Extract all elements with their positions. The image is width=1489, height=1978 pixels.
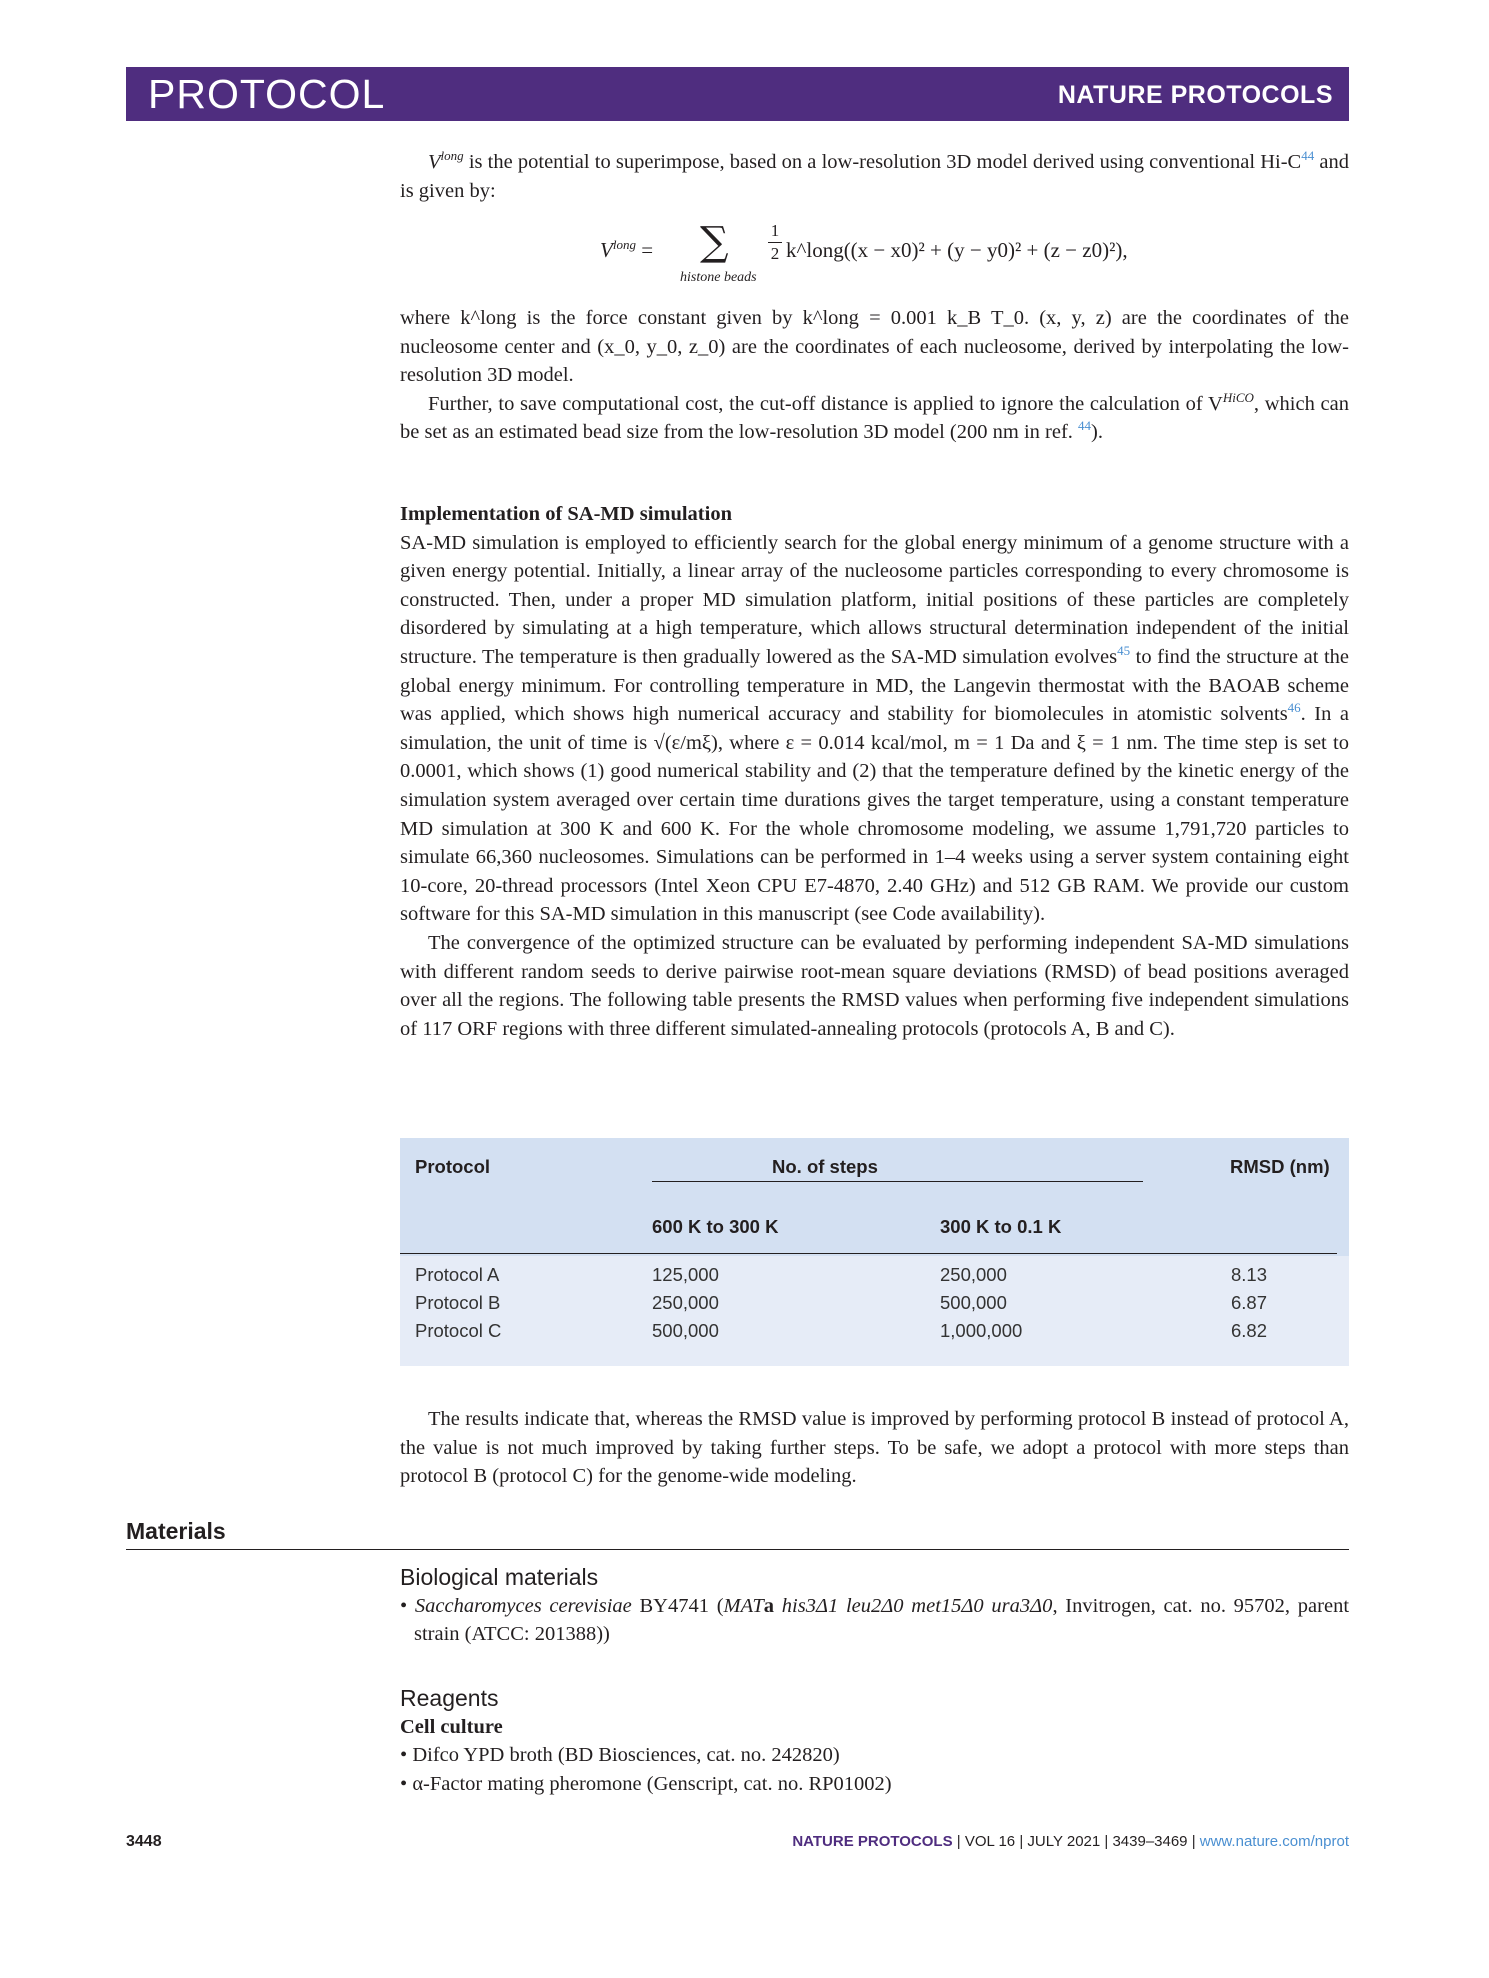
th-600: 600 K to 300 K — [652, 1216, 779, 1237]
para3-end: ). — [1091, 421, 1103, 444]
para3-text2: , which can be set as an estimated bead size from the low-resolution 3D model (200 nm in ref. — [400, 392, 1350, 444]
impl-section — [400, 500, 1349, 1043]
impl-text-a: SA-MD simulation is employed to efficiently search for the global energy minimum of a genome structure with a given energy potential. Initially, a linear array of the nucleosome particles corresponding to every chromosome is constructed. Then, under a proper MD simulation platform, initial positions of these particles are completely disordered by simulating at a high temperature, which allows structural determination independent of the initial structure. The temperature is then gradually lowered as the SA-MD simulation evolves — [400, 531, 1349, 668]
header-rule — [400, 1253, 1337, 1254]
header-bar — [126, 67, 1349, 121]
table-cell: 6.82 — [1231, 1320, 1268, 1341]
table-cell: 125,000 — [652, 1264, 719, 1285]
footer-url[interactable]: www.nature.com/nprot — [1199, 1833, 1349, 1850]
table-cell: 500,000 — [652, 1320, 719, 1341]
eq-lhs-sup: long — [612, 237, 636, 252]
reagent-text: Difco YPD broth (BD Biosciences, cat. no. 242820) — [412, 1744, 840, 1767]
genotype: his3Δ1 leu2Δ0 met15Δ0 ura3Δ0 — [774, 1594, 1053, 1617]
v-symbol: V — [428, 151, 441, 173]
para2: where k^long is the force constant given by k^long = 0.001 k_B T_0. (x, y, z) are the coordinates of the nucleosome center and (x_0, y_0, z_0) are the coordinates of each nucleosome, derived by interpolating the low-resolution 3D model. — [400, 307, 1349, 387]
reagents-section — [400, 1684, 1349, 1798]
results-section — [400, 1405, 1349, 1491]
journal-name: NATURE PROTOCOLS — [1057, 81, 1333, 109]
th-protocol: Protocol — [415, 1156, 491, 1177]
citation-link[interactable]: 46 — [1287, 700, 1301, 716]
section-rule — [126, 1549, 1349, 1550]
sum-symbol: ∑ — [700, 219, 729, 265]
cell-culture-heading: Cell culture — [400, 1715, 503, 1738]
impl-para2: The convergence of the optimized structure can be evaluated by performing independent SA-MD simulations with different random seeds to derive pairwise root-mean square deviations (RMSD) of bead positions averaged over all the regions. The following table presents the RMSD values when performing five independent simulations of 117 ORF regions with three different simulated-annealing protocols (protocols A, B and C). — [400, 931, 1349, 1040]
table-cell: 6.87 — [1231, 1292, 1268, 1313]
footer-citation — [792, 1833, 1349, 1850]
reagents-heading: Reagents — [400, 1685, 499, 1711]
para1-end: and is given by: — [400, 151, 1349, 202]
frac-den: 2 — [770, 244, 780, 263]
para3-text: Further, to save computational cost, the cut-off distance is applied to ignore the calculation of V — [428, 392, 1223, 415]
th-rmsd: RMSD (nm) — [1230, 1156, 1330, 1177]
impl-text-b: to find the structure at the global energy minimum. For controlling temperature in MD, the Langevin thermostat with the BAOAB scheme was applied, which shows high numerical accuracy and stability for biomolecules in atomistic solvents — [400, 645, 1350, 726]
equation-vlong — [600, 220, 1160, 290]
hico-sup: HiCO — [1222, 389, 1254, 405]
eq-rhs: k^long((x − x0)² + (y − y0)² + (z − z0)²), — [786, 238, 1128, 262]
table-cell: 8.13 — [1231, 1264, 1268, 1285]
footer-issue: | VOL 16 | JULY 2021 | 3439–3469 | — [952, 1833, 1200, 1850]
frac-num: 1 — [770, 221, 780, 240]
impl-heading: Implementation of SA-MD simulation — [400, 503, 732, 525]
reagent-text: α-Factor mating pheromone (Genscript, cat. no. RP01002) — [412, 1772, 892, 1795]
table-cell: 250,000 — [652, 1292, 719, 1313]
impl-para1 — [400, 529, 1349, 929]
materials-heading: Materials — [126, 1518, 226, 1544]
citation-link[interactable]: 45 — [1117, 643, 1131, 659]
header-rule — [652, 1181, 1143, 1182]
table-cell: Protocol B — [415, 1292, 501, 1313]
section-label: PROTOCOL — [148, 71, 386, 117]
reagent-item: • Difco YPD broth (BD Biosciences, cat. no. 242820) — [400, 1744, 840, 1767]
para1-text: is the potential to superimpose, based on a low-resolution 3D model derived using conventional Hi-C — [463, 151, 1302, 173]
bio-heading: Biological materials — [400, 1564, 599, 1590]
mat-a: a — [763, 1594, 775, 1617]
para3 — [400, 390, 1349, 447]
bio-rest: , Invitrogen, cat. no. 95702, parent strain (ATCC: 201388)) — [414, 1594, 1350, 1646]
eq-lhs: V — [600, 238, 613, 262]
table-cell: 1,000,000 — [940, 1320, 1023, 1341]
table-cell: 250,000 — [940, 1264, 1007, 1285]
th-steps: No. of steps — [772, 1156, 878, 1177]
table-cell: 500,000 — [940, 1292, 1007, 1313]
bio-item: • Saccharomyces cerevisiae BY4741 (MATa his3Δ1 leu2Δ0 met15Δ0 ura3Δ0, Invitrogen, cat. no. 95702, parent strain (ATCC: 201388)) — [400, 1594, 1350, 1646]
rmsd-table — [400, 1138, 1349, 1366]
footer-journal: NATURE PROTOCOLS — [792, 1833, 953, 1850]
results-para: The results indicate that, whereas the RMSD value is improved by performing protocol B instead of protocol A, the value is not much improved by taking further steps. To be safe, we adopt a protocol with more steps than protocol B (protocol C) for the genome-wide modeling. — [400, 1408, 1349, 1488]
bio-section — [400, 1563, 1349, 1649]
mat: MAT — [723, 1594, 764, 1617]
para-definitions — [400, 304, 1349, 447]
sum-subscript: histone beads — [680, 270, 757, 285]
eq-sign: = — [635, 238, 654, 262]
species: Saccharomyces cerevisiae — [414, 1594, 632, 1617]
strain: BY4741 ( — [631, 1594, 724, 1617]
table-cell: Protocol A — [415, 1264, 500, 1285]
citation-link[interactable]: 44 — [1301, 148, 1315, 164]
para-vlong — [400, 148, 1349, 205]
citation-link[interactable]: 44 — [1078, 418, 1092, 434]
table-cell: Protocol C — [415, 1320, 502, 1341]
page-number: 3448 — [126, 1833, 162, 1850]
impl-text-c: . In a simulation, the unit of time is √(ε/mξ), where ε = 0.014 kcal/mol, m = 1 Da and ξ = 1 nm. The time step is set to 0.0001, which shows (1) good numerical stability and (2) that the temperature defined by the kinetic energy of the simulation system averaged over certain time durations gives the target temperature, using a constant temperature MD simulation at 300 K and 600 K. For the whole chromosome modeling, we assume 1,791,720 particles to simulate 66,360 nucleosomes. Simulations can be performed in 1–4 weeks using a server system containing eight 10-core, 20-thread processors (Intel Xeon CPU E7-4870, 2.40 GHz) and 512 GB RAM. We provide our custom software for this SA-MD simulation in this manuscript (see Code availability). — [400, 703, 1349, 926]
fraction — [768, 222, 782, 263]
th-300: 300 K to 0.1 K — [940, 1216, 1062, 1237]
v-sup: long — [440, 148, 464, 164]
reagent-item: • α-Factor mating pheromone (Genscript, cat. no. RP01002) — [400, 1772, 892, 1795]
